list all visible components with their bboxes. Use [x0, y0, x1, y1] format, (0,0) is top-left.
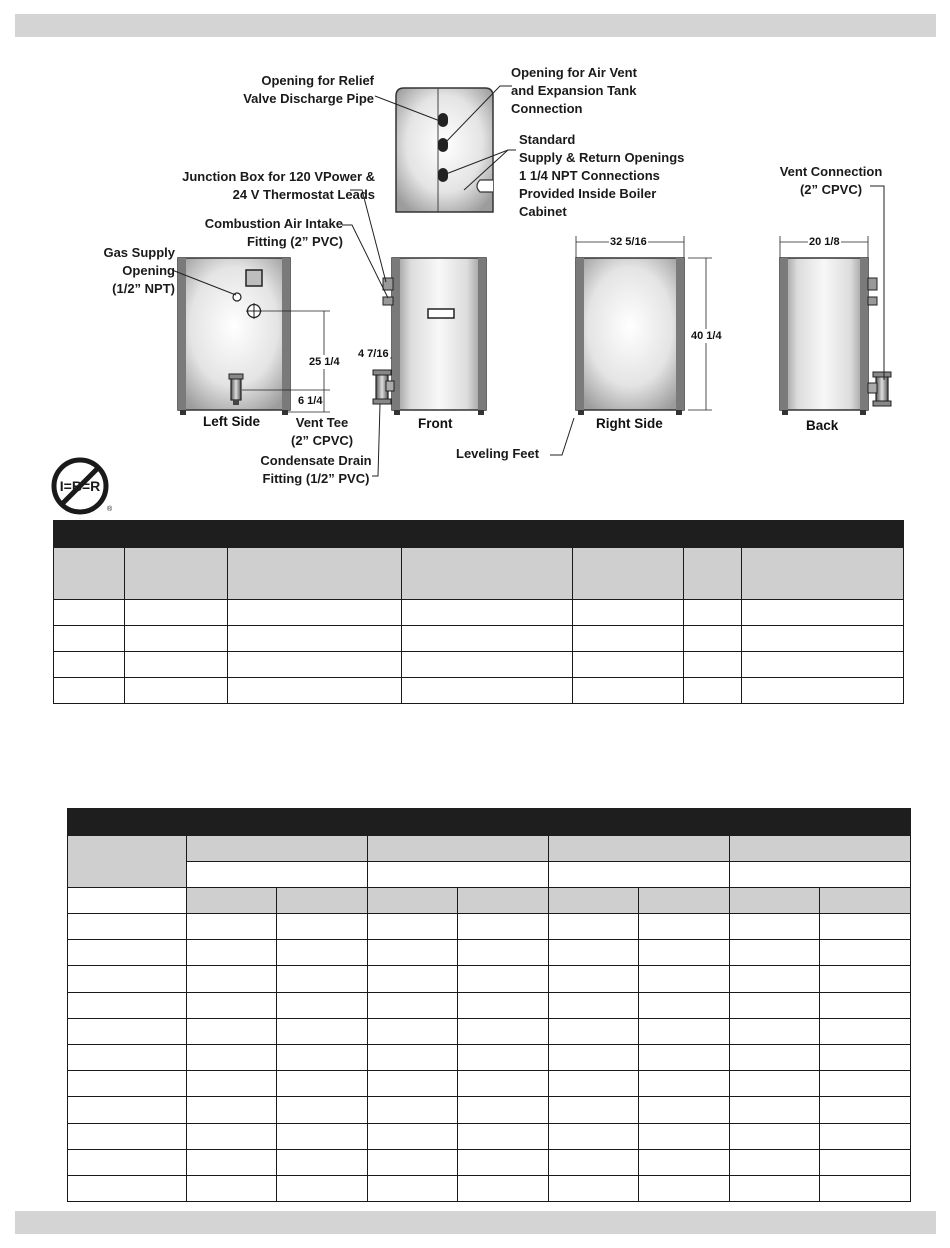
table-cell — [458, 914, 549, 940]
top-view-cabinet — [396, 88, 493, 212]
table-cell — [820, 992, 911, 1018]
table-cell — [684, 600, 742, 626]
table-cell — [68, 1175, 187, 1201]
dim-width: 20 1/8 — [809, 236, 840, 248]
table-cell — [368, 992, 458, 1018]
table-cell — [742, 678, 904, 704]
table-cell — [228, 600, 402, 626]
ibr-logo-text: I=B=R — [59, 478, 101, 494]
table-cell — [125, 678, 228, 704]
table-cell — [68, 1097, 187, 1123]
table-row — [68, 914, 911, 940]
table-cell — [368, 1175, 458, 1201]
combustion-line-1: Combustion Air Intake — [204, 216, 343, 231]
table-cell — [549, 1044, 639, 1070]
table-cell — [54, 678, 125, 704]
air-vent-line-3: Connection — [511, 101, 583, 116]
leveling-feet-callout: Leveling Feet — [456, 446, 540, 461]
table-cell — [368, 1097, 458, 1123]
table-cell — [573, 678, 684, 704]
sizing-unit-cell — [639, 888, 730, 914]
sizing-unit-cell — [730, 888, 820, 914]
sizing-group-cell — [549, 836, 730, 862]
view-front: Front — [418, 416, 453, 431]
combustion-line-2: Fitting (2” PVC) — [246, 234, 343, 249]
table-cell — [458, 966, 549, 992]
condensate-drain-callout — [254, 452, 378, 488]
sizing-group-cell — [187, 836, 368, 862]
sizing-unit-cell — [187, 888, 277, 914]
air-vent-line-2: and Expansion Tank — [511, 83, 637, 98]
specs-header-cell — [125, 548, 228, 600]
dim-depth: 32 5/16 — [610, 236, 647, 248]
sizing-subgroup-cell — [549, 862, 730, 888]
table-cell — [228, 626, 402, 652]
vent-conn-line-1: Vent Connection — [779, 164, 883, 179]
table-cell — [730, 1071, 820, 1097]
table-cell — [820, 1097, 911, 1123]
table-cell — [730, 914, 820, 940]
table-cell — [730, 940, 820, 966]
dim-height-drain: 6 1/4 — [298, 395, 323, 407]
table-cell — [187, 1175, 277, 1201]
table-cell — [187, 1044, 277, 1070]
sizing-unit-cell — [277, 888, 368, 914]
table-cell — [458, 1018, 549, 1044]
sizing-group-cell — [368, 836, 549, 862]
table-cell — [742, 600, 904, 626]
sizing-unit-cell — [549, 888, 639, 914]
table-cell — [402, 626, 573, 652]
table-cell — [68, 1071, 187, 1097]
table-row — [68, 1097, 911, 1123]
vent-tee-line-1: Vent Tee — [295, 415, 349, 430]
table-row — [54, 600, 904, 626]
table-cell — [368, 1123, 458, 1149]
drain-line-2: Fitting (1/2” PVC) — [262, 471, 370, 486]
view-left-side: Left Side — [203, 414, 261, 429]
table-cell — [68, 1149, 187, 1175]
sizing-subgroup-row — [68, 862, 911, 888]
table-cell — [277, 1149, 368, 1175]
supply-line-1: Standard — [519, 132, 576, 147]
view-right-side: Right Side — [596, 416, 663, 431]
table-cell — [277, 1097, 368, 1123]
table-cell — [820, 1149, 911, 1175]
table-cell — [68, 1018, 187, 1044]
table-cell — [277, 1123, 368, 1149]
table-row — [68, 1018, 911, 1044]
table-cell — [368, 1071, 458, 1097]
table-cell — [187, 1071, 277, 1097]
table-cell — [368, 1018, 458, 1044]
table-row — [68, 1123, 911, 1149]
table-cell — [125, 652, 228, 678]
drain-line-1: Condensate Drain — [260, 453, 372, 468]
table-cell — [458, 1097, 549, 1123]
table-cell — [820, 1175, 911, 1201]
specs-header-cell — [573, 548, 684, 600]
junction-line-2: 24 V Thermostat Leads — [232, 187, 375, 202]
table-cell — [54, 652, 125, 678]
table-cell — [125, 626, 228, 652]
table-cell — [68, 992, 187, 1018]
supply-line-2: Supply & Return Openings — [519, 150, 685, 165]
table-cell — [277, 1071, 368, 1097]
sizing-unit-cell — [368, 888, 458, 914]
table-row — [68, 1044, 911, 1070]
bottom-band — [15, 1211, 936, 1234]
table-cell — [573, 652, 684, 678]
table-cell — [458, 992, 549, 1018]
sizing-title-row — [68, 809, 911, 836]
back-cabinet — [780, 258, 891, 415]
table-cell — [639, 992, 730, 1018]
table-cell — [820, 1123, 911, 1149]
table-cell — [549, 1097, 639, 1123]
sizing-unit-cell — [68, 888, 187, 914]
air-vent-opening — [438, 138, 448, 152]
table-cell — [730, 992, 820, 1018]
table-cell — [277, 940, 368, 966]
specs-header-row — [54, 548, 904, 600]
junction-box-icon — [246, 270, 262, 286]
table-cell — [187, 992, 277, 1018]
specs-table — [53, 520, 904, 704]
table-cell — [820, 914, 911, 940]
right-side-cabinet — [576, 258, 684, 415]
table-cell — [684, 678, 742, 704]
table-cell — [458, 1123, 549, 1149]
air-vent-callout — [511, 64, 637, 118]
table-cell — [187, 1123, 277, 1149]
supply-return-callout — [519, 131, 684, 221]
table-cell — [820, 1018, 911, 1044]
table-cell — [549, 914, 639, 940]
table-cell — [549, 1071, 639, 1097]
table-row — [54, 652, 904, 678]
sizing-title-cell — [68, 809, 911, 836]
table-cell — [125, 600, 228, 626]
dim-tee-offset: 4 7/16 — [358, 348, 389, 360]
table-cell — [54, 626, 125, 652]
ibr-logo-icon — [50, 456, 114, 516]
table-cell — [549, 1018, 639, 1044]
table-cell — [549, 1123, 639, 1149]
table-cell — [402, 678, 573, 704]
table-cell — [368, 940, 458, 966]
table-cell — [639, 1097, 730, 1123]
table-cell — [742, 626, 904, 652]
table-cell — [639, 1149, 730, 1175]
relief-line-2: Valve Discharge Pipe — [243, 91, 374, 106]
table-cell — [368, 1149, 458, 1175]
table-cell — [277, 966, 368, 992]
table-row — [68, 1175, 911, 1201]
junction-line-1: Junction Box for 120 VPower & — [182, 169, 375, 184]
dim-height: 40 1/4 — [691, 330, 722, 342]
table-cell — [549, 940, 639, 966]
specs-title-row — [54, 521, 904, 548]
supply-opening — [438, 168, 448, 182]
specs-header-cell — [742, 548, 904, 600]
table-cell — [730, 1097, 820, 1123]
table-cell — [549, 1175, 639, 1201]
sizing-group-row — [68, 836, 911, 862]
supply-line-3: 1 1/4 NPT Connections — [519, 168, 660, 183]
table-cell — [368, 1044, 458, 1070]
table-cell — [639, 966, 730, 992]
table-cell — [402, 652, 573, 678]
table-cell — [684, 626, 742, 652]
table-cell — [458, 940, 549, 966]
table-row — [54, 626, 904, 652]
table-cell — [639, 1175, 730, 1201]
table-cell — [549, 1149, 639, 1175]
table-cell — [549, 992, 639, 1018]
table-cell — [730, 1175, 820, 1201]
relief-opening — [438, 113, 448, 127]
table-cell — [228, 652, 402, 678]
table-cell — [277, 1175, 368, 1201]
vent-connection-callout — [775, 163, 887, 199]
table-cell — [730, 1123, 820, 1149]
dim-height-gas: 25 1/4 — [309, 356, 340, 368]
table-cell — [368, 966, 458, 992]
supply-line-5: Cabinet — [519, 204, 567, 219]
sizing-unit-cell — [458, 888, 549, 914]
specs-header-cell — [228, 548, 402, 600]
table-row — [68, 1149, 911, 1175]
ibr-registered-mark: ® — [107, 506, 113, 513]
sizing-subgroup-cell — [368, 862, 549, 888]
left-side-cabinet — [178, 258, 290, 415]
table-cell — [639, 1018, 730, 1044]
table-cell — [68, 1044, 187, 1070]
vent-tee-callout — [291, 414, 353, 450]
vent-conn-line-2: (2” CPVC) — [799, 182, 863, 197]
table-cell — [549, 966, 639, 992]
gas-line-3: (1/2” NPT) — [112, 281, 175, 296]
table-cell — [820, 966, 911, 992]
sizing-table — [67, 808, 911, 1202]
table-cell — [684, 652, 742, 678]
table-cell — [730, 966, 820, 992]
specs-title-cell — [54, 521, 904, 548]
table-cell — [54, 600, 125, 626]
supply-line-4: Provided Inside Boiler — [519, 186, 657, 201]
gas-line-2: Opening — [122, 263, 175, 278]
view-back: Back — [806, 418, 839, 433]
gas-supply-callout — [103, 244, 175, 298]
table-cell — [187, 940, 277, 966]
relief-valve-callout — [243, 72, 374, 108]
table-cell — [820, 940, 911, 966]
ibr-logo — [50, 456, 114, 516]
front-display-icon — [428, 309, 454, 318]
table-row — [68, 992, 911, 1018]
table-cell — [68, 966, 187, 992]
relief-line-1: Opening for Relief — [261, 73, 374, 88]
combustion-air-callout — [205, 215, 343, 251]
specs-header-cell — [684, 548, 742, 600]
table-cell — [277, 1018, 368, 1044]
table-cell — [639, 914, 730, 940]
table-cell — [187, 1097, 277, 1123]
sizing-corner-cell — [68, 836, 187, 888]
table-cell — [573, 600, 684, 626]
table-cell — [187, 966, 277, 992]
table-cell — [277, 914, 368, 940]
table-cell — [68, 940, 187, 966]
sizing-unit-row — [68, 888, 911, 914]
specs-header-cell — [54, 548, 125, 600]
table-cell — [458, 1175, 549, 1201]
table-cell — [458, 1149, 549, 1175]
table-cell — [228, 678, 402, 704]
table-cell — [68, 914, 187, 940]
table-cell — [187, 914, 277, 940]
air-vent-line-1: Opening for Air Vent — [511, 65, 637, 80]
table-cell — [402, 600, 573, 626]
table-cell — [458, 1071, 549, 1097]
table-cell — [573, 626, 684, 652]
table-cell — [639, 1071, 730, 1097]
table-cell — [68, 1123, 187, 1149]
table-cell — [820, 1071, 911, 1097]
junction-box-callout — [182, 168, 375, 204]
table-cell — [730, 1149, 820, 1175]
table-cell — [187, 1149, 277, 1175]
table-cell — [639, 1044, 730, 1070]
table-row — [68, 940, 911, 966]
table-cell — [368, 914, 458, 940]
table-cell — [187, 1018, 277, 1044]
sizing-group-cell — [730, 836, 911, 862]
back-vent-icon — [876, 374, 888, 404]
specs-header-cell — [402, 548, 573, 600]
table-cell — [730, 1018, 820, 1044]
table-cell — [277, 1044, 368, 1070]
table-cell — [742, 652, 904, 678]
sizing-subgroup-cell — [187, 862, 368, 888]
table-cell — [730, 1044, 820, 1070]
table-cell — [639, 940, 730, 966]
sizing-unit-cell — [820, 888, 911, 914]
table-row — [68, 1071, 911, 1097]
front-cabinet — [373, 258, 486, 415]
gas-line-1: Gas Supply — [103, 245, 175, 260]
table-cell — [820, 1044, 911, 1070]
table-cell — [639, 1123, 730, 1149]
table-cell — [277, 992, 368, 1018]
table-cell — [458, 1044, 549, 1070]
vent-tee-line-2: (2” CPVC) — [291, 433, 354, 448]
table-row — [68, 966, 911, 992]
sizing-subgroup-cell — [730, 862, 911, 888]
table-row — [54, 678, 904, 704]
